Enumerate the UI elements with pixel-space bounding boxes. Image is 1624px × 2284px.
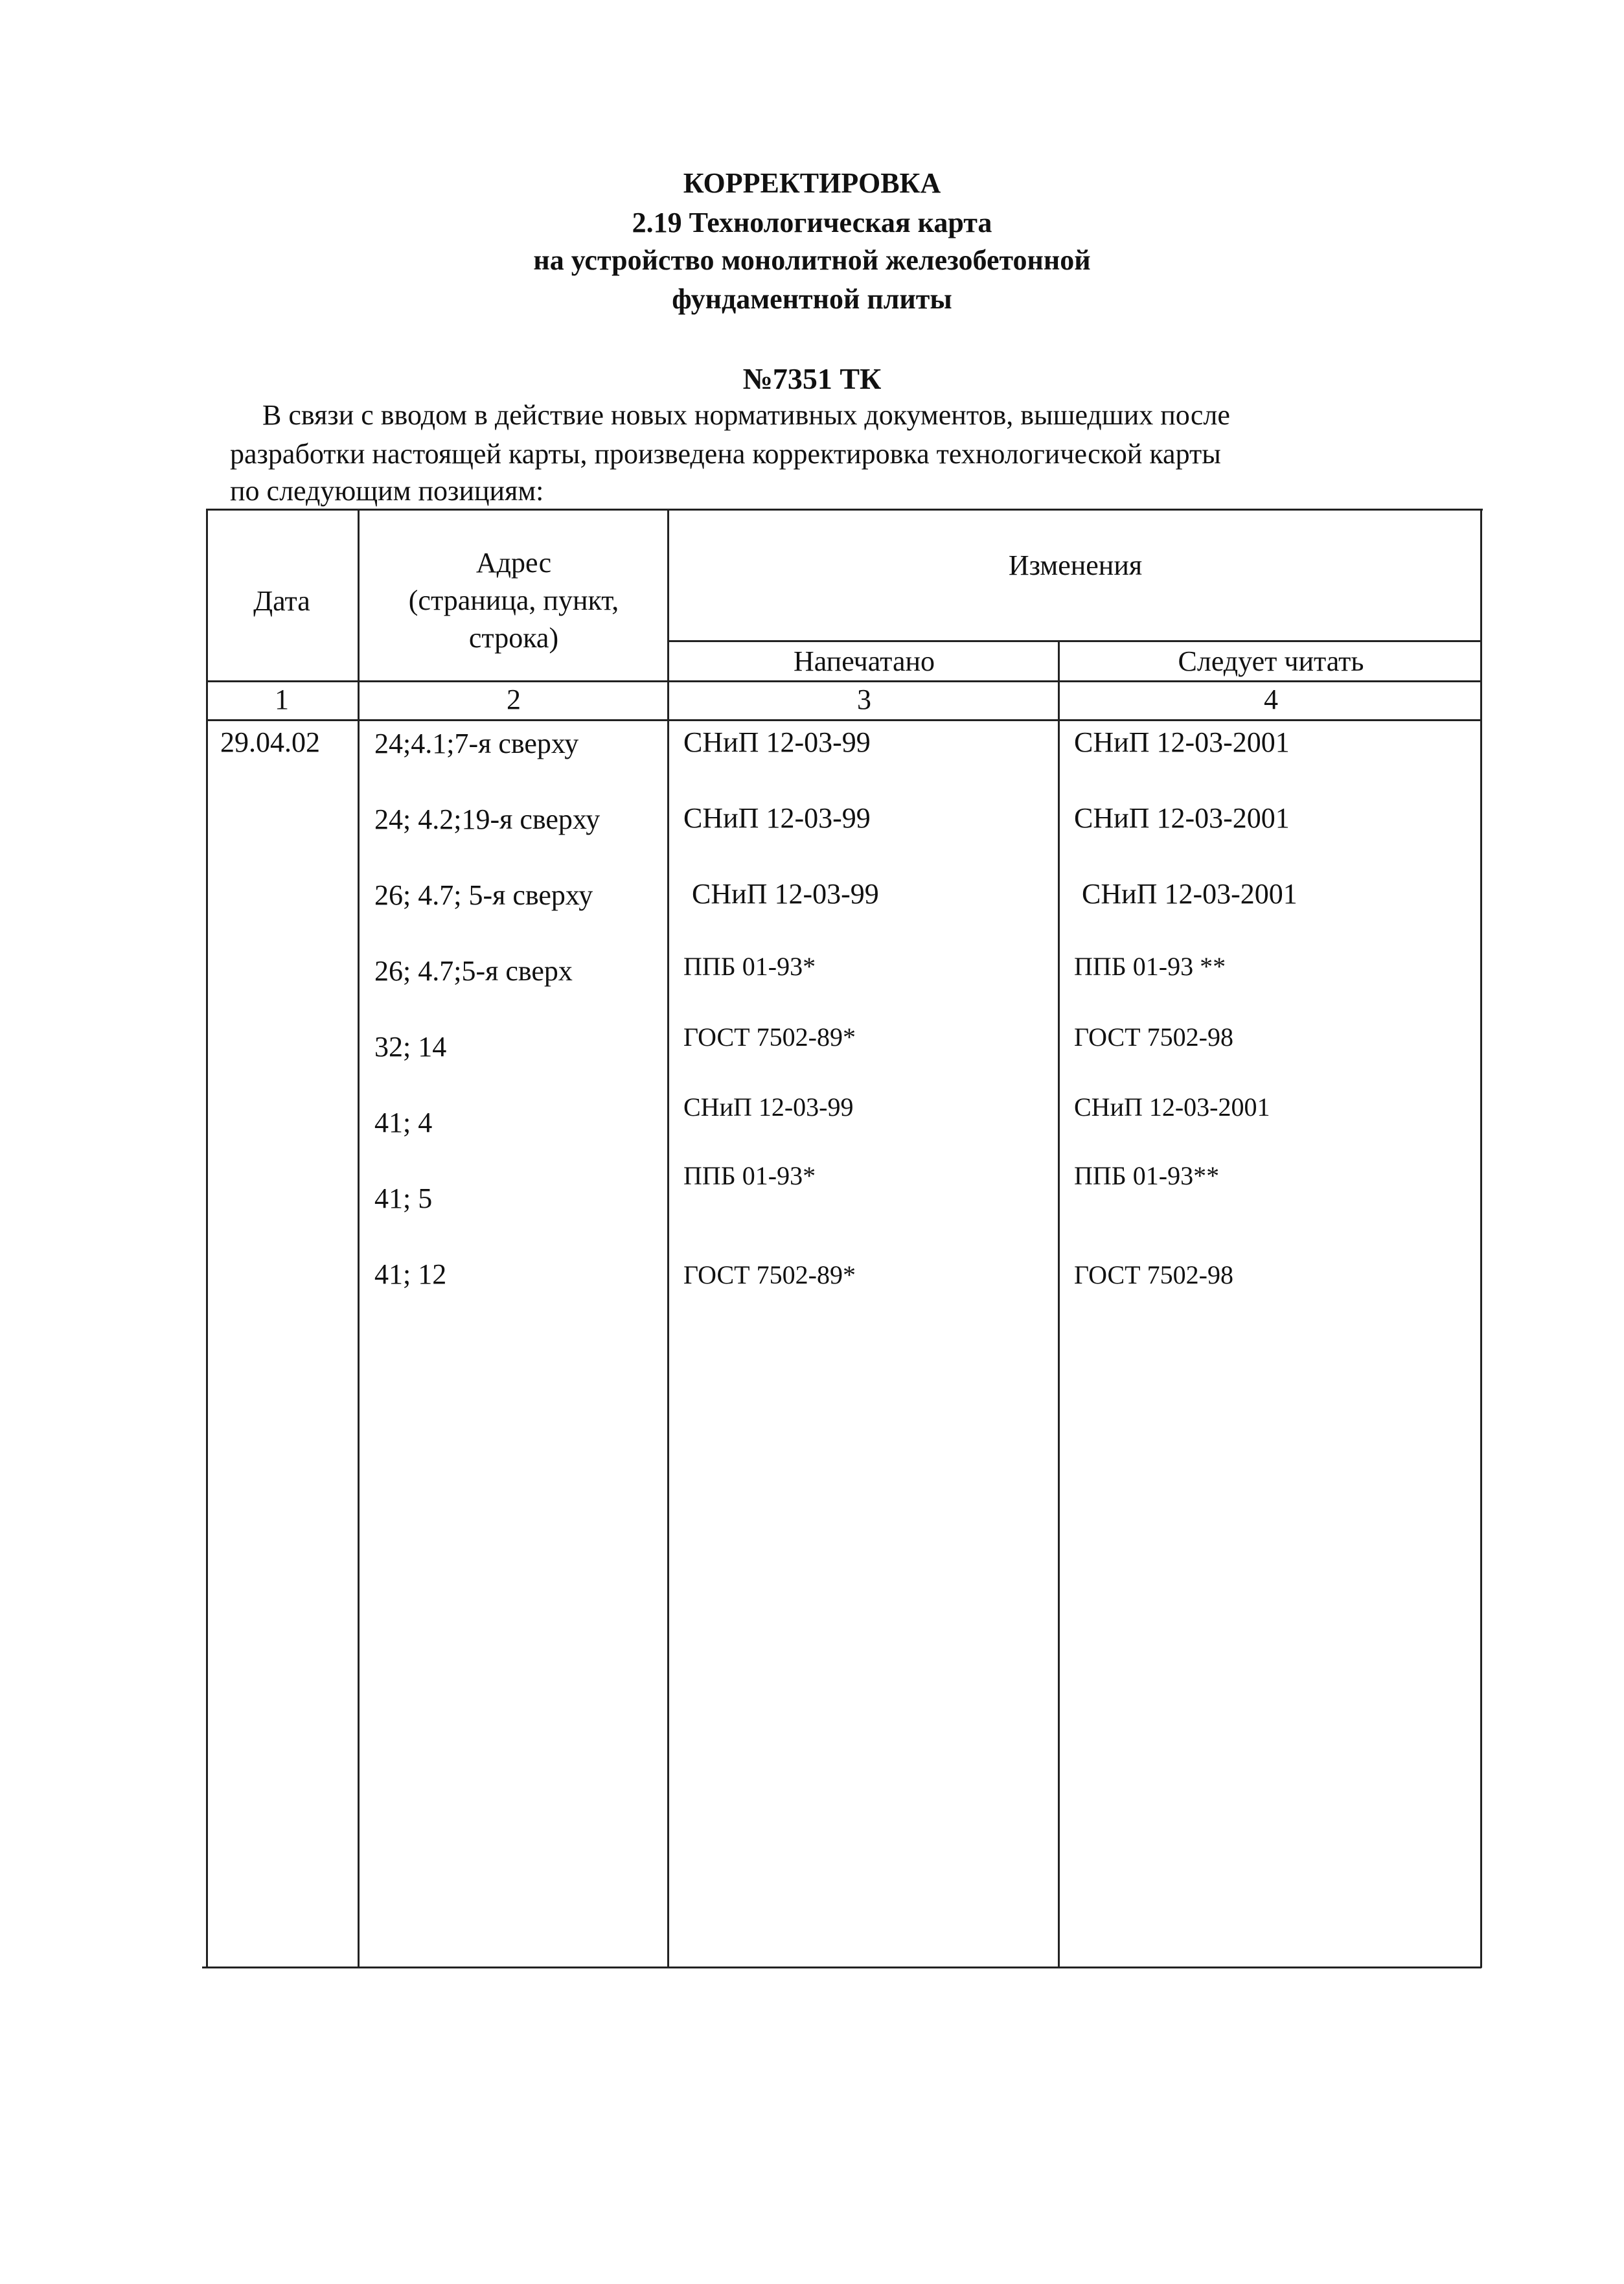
- column-header-should-read: Следует читать: [1178, 645, 1364, 677]
- table-row-7-should-read: ППБ 01-93**: [1074, 1161, 1220, 1190]
- table-row-7-address: 41; 5: [374, 1182, 433, 1214]
- column-header-changes: Изменения: [1008, 549, 1143, 581]
- table-border-left: [206, 509, 208, 1968]
- table-row-8-printed: ГОСТ 7502-89*: [683, 1260, 856, 1289]
- table-row-4-printed: ППБ 01-93*: [683, 952, 816, 981]
- table-row-2-should-read: СНиП 12-03-2001: [1074, 802, 1290, 834]
- column-number-2: 2: [507, 684, 521, 715]
- table-row-5-address: 32; 14: [374, 1031, 447, 1063]
- column-divider-2: [667, 509, 669, 1968]
- table-row-8-address: 41; 12: [374, 1258, 447, 1290]
- table-border-bottom: [202, 1967, 1481, 1968]
- table-row-2-address: 24; 4.2;19-я сверху: [374, 803, 600, 835]
- document-subtitle-line-1: 2.19 Технологическая карта: [632, 207, 992, 238]
- table-row-3-should-read: СНиП 12-03-2001: [1082, 878, 1298, 910]
- column-number-4: 4: [1264, 684, 1278, 715]
- intro-text-line-3: по следующим позициям:: [230, 475, 544, 507]
- table-row-6-address: 41; 4: [374, 1107, 433, 1138]
- table-row-1-should-read: СНиП 12-03-2001: [1074, 726, 1290, 758]
- table-row-8-should-read: ГОСТ 7502-98: [1074, 1260, 1233, 1289]
- column-divider-1: [358, 509, 360, 1968]
- column-header-address-line-2: (страница, пункт,: [408, 584, 619, 616]
- table-row-6-printed: СНиП 12-03-99: [683, 1092, 854, 1122]
- table-row-4-address: 26; 4.7;5-я сверх: [374, 955, 573, 987]
- table-row-5-should-read: ГОСТ 7502-98: [1074, 1022, 1233, 1052]
- table-row-5-printed: ГОСТ 7502-89*: [683, 1022, 856, 1052]
- table-row-7-printed: ППБ 01-93*: [683, 1161, 816, 1190]
- document-number: №7351 ТК: [742, 362, 882, 395]
- document-subtitle-line-2: на устройство монолитной железобетонной: [533, 244, 1091, 276]
- correction-date: 29.04.02: [220, 726, 320, 758]
- column-number-1: 1: [275, 684, 289, 715]
- intro-text-line-2: разработки настоящей карты, произведена корректировка технологической карты: [230, 438, 1221, 470]
- intro-text-line-1: В связи с вводом в действие новых нормативных документов, вышедших после: [262, 399, 1230, 431]
- column-header-address-line-3: строка): [468, 622, 559, 654]
- header-subdivider: [667, 640, 1482, 642]
- column-divider-3: [1058, 641, 1060, 1968]
- document-title: КОРРЕКТИРОВКА: [683, 167, 941, 199]
- table-row-4-should-read: ППБ 01-93 **: [1074, 952, 1226, 981]
- table-border-right: [1480, 509, 1482, 1968]
- table-row-2-printed: СНиП 12-03-99: [683, 802, 871, 834]
- column-header-printed: Напечатано: [793, 645, 935, 677]
- document-subtitle-line-3: фундаментной плиты: [672, 283, 952, 315]
- table-row-3-printed: СНиП 12-03-99: [692, 878, 879, 910]
- table-row-3-address: 26; 4.7; 5-я сверху: [374, 879, 593, 911]
- column-header-address: [361, 544, 666, 657]
- column-header-date: Дата: [253, 585, 310, 617]
- column-number-3: 3: [857, 684, 871, 715]
- table-row-6-should-read: СНиП 12-03-2001: [1074, 1092, 1270, 1122]
- column-header-address-line-1: Адрес: [475, 547, 552, 579]
- table-row-1-address: 24;4.1;7-я сверху: [374, 728, 579, 759]
- column-number-bottom-line: [206, 719, 1482, 721]
- table-row-1-printed: СНиП 12-03-99: [683, 726, 871, 758]
